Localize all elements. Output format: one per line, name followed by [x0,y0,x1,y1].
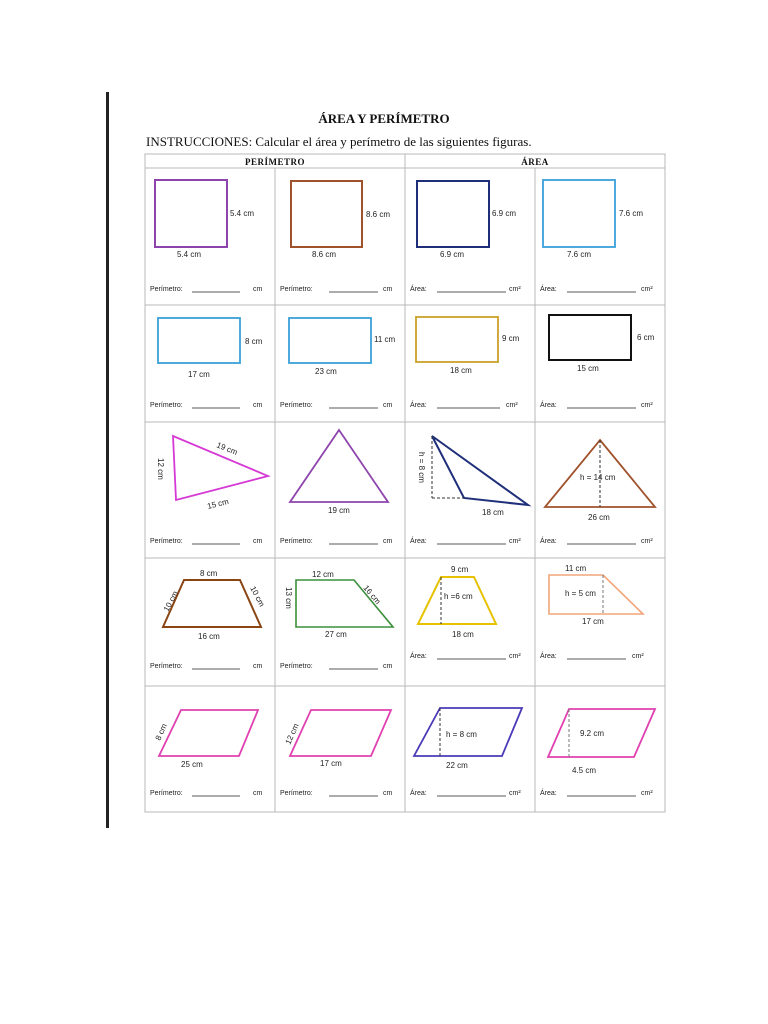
perimeter-unit: cm [383,286,393,293]
label-bottom: 15 cm [577,364,599,373]
area-unit: cm² [641,538,653,545]
area-prefix: Área: [540,538,557,545]
figure-r1c4 [543,180,643,259]
figure-r2c4 [549,315,655,373]
header-perimeter: PERÍMETRO [244,157,306,167]
perimeter-unit: cm [383,790,393,797]
label-b: 12 cm [156,458,165,480]
figure-r1c3 [417,181,516,259]
label-left: 13 cm [284,587,293,609]
label-height: h = 8 cm [417,452,426,483]
figure-r5c1 [154,710,258,769]
perimeter-prefix: Perímetro: [280,286,313,293]
label-height: h = 14 cm [580,473,616,482]
label-a: 19 cm [215,440,239,458]
label-bottom: 22 cm [446,761,468,770]
area-prefix: Área: [410,790,427,797]
label-bottom: 18 cm [452,630,474,639]
perimeter-unit: cm [383,538,393,545]
figure-r2c2 [289,318,396,376]
perimeter-unit: cm [253,790,263,797]
area-unit: cm² [509,538,521,545]
label-height: h = 5 cm [565,589,596,598]
label-side: 7.6 cm [619,209,644,218]
perimeter-prefix: Perímetro: [150,286,183,293]
perimeter-prefix: Perímetro: [280,402,313,409]
area-prefix: Área: [410,402,427,409]
perimeter-prefix: Perímetro: [280,538,313,545]
header-area: ÁREA [521,157,549,167]
area-prefix: Área: [410,538,427,545]
figure-r3c3 [417,436,528,517]
label-left: 10 cm [161,589,180,613]
figure-r4c4 [549,564,643,626]
perimeter-prefix: Perímetro: [150,663,183,670]
label-height: 9.2 cm [580,729,605,738]
label-bottom: 4.5 cm [572,766,597,775]
answer-row-4 [150,651,644,670]
label-side: 8.6 cm [366,210,391,219]
label-bottom: 27 cm [325,630,347,639]
figure-r3c1 [156,436,268,511]
figure-r4c2 [284,570,393,639]
label-bottom: 6.9 cm [440,250,465,259]
worksheet-title: ÁREA Y PERÍMETRO [318,111,450,126]
label-top: 8 cm [200,569,218,578]
area-unit: cm² [509,790,521,797]
figure-r5c2 [284,710,391,768]
label-bottom: 8.6 cm [312,250,337,259]
label-bottom: 5.4 cm [177,250,202,259]
label-top: 11 cm [565,564,587,573]
label-bottom: 18 cm [450,366,472,375]
figure-r1c1 [155,180,254,259]
label-bottom: 25 cm [181,760,203,769]
perimeter-prefix: Perímetro: [150,402,183,409]
label-right: 10 cm [248,584,267,609]
figure-r4c1 [162,569,267,641]
area-prefix: Área: [540,790,557,797]
perimeter-unit: cm [253,402,263,409]
area-unit: cm² [632,653,644,660]
label-height: h =6 cm [444,592,473,601]
label-bottom: 17 cm [188,370,210,379]
figure-r2c3 [416,317,520,375]
area-unit: cm² [509,286,521,293]
area-unit: cm² [641,790,653,797]
figure-r5c4 [548,709,655,775]
area-prefix: Área: [540,286,557,293]
instructions-text: INSTRUCCIONES: Calcular el área y perímetro de las siguientes figuras. [146,134,532,149]
label-bottom: 18 cm [482,508,504,517]
perimeter-prefix: Perímetro: [150,538,183,545]
answer-row-3 [150,536,653,545]
label-side: 5.4 cm [230,209,255,218]
perimeter-unit: cm [383,663,393,670]
area-prefix: Área: [540,402,557,409]
figure-r3c2 [290,430,388,515]
label-side: 11 cm [374,335,396,344]
perimeter-prefix: Perímetro: [280,790,313,797]
label-bottom: 7.6 cm [567,250,592,259]
area-unit: cm² [506,402,518,409]
label-side: 6 cm [637,333,655,342]
label-side: 6.9 cm [492,209,517,218]
label-bottom: 17 cm [320,759,342,768]
figure-r2c1 [158,318,263,379]
label-right: 16 cm [361,583,383,606]
perimeter-prefix: Perímetro: [150,790,183,797]
label-bottom: 26 cm [588,513,610,522]
label-top: 12 cm [312,570,334,579]
answer-row-5 [150,788,653,797]
label-bottom: 23 cm [315,367,337,376]
perimeter-unit: cm [253,538,263,545]
label-bottom: 17 cm [582,617,604,626]
label-side: 8 cm [245,337,263,346]
area-prefix: Área: [410,286,427,293]
figure-r3c4 [545,440,655,522]
label-height: h = 8 cm [446,730,477,739]
figure-r1c2 [291,181,390,259]
area-unit: cm² [509,653,521,660]
label-side: 9 cm [502,334,520,343]
figure-r4c3 [418,565,496,639]
answer-row-2 [150,400,653,409]
perimeter-unit: cm [253,663,263,670]
perimeter-unit: cm [253,286,263,293]
area-prefix: Área: [410,653,427,660]
area-unit: cm² [641,286,653,293]
label-side: 12 cm [283,722,301,746]
label-top: 9 cm [451,565,469,574]
answer-row-1 [150,284,653,293]
perimeter-prefix: Perímetro: [280,663,313,670]
area-unit: cm² [641,402,653,409]
perimeter-unit: cm [383,402,393,409]
label-bottom: 16 cm [198,632,220,641]
label-bottom: 19 cm [328,506,350,515]
area-prefix: Área: [540,653,557,660]
label-c: 15 cm [206,496,230,511]
figure-r5c3 [414,708,522,770]
label-side: 8 cm [153,722,169,742]
